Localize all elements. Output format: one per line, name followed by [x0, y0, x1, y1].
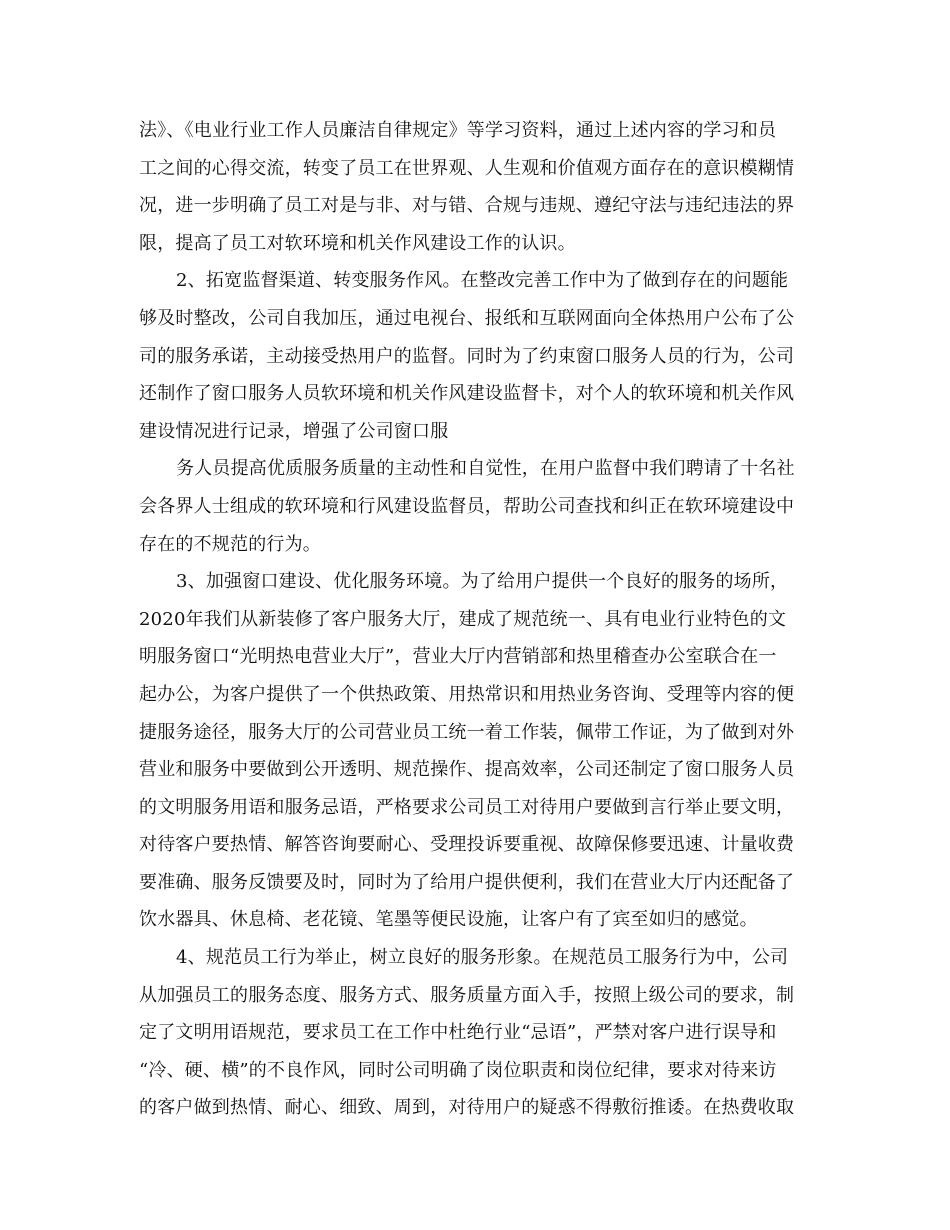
text-line: 的客户做到热情、耐心、细致、周到，对待用户的疑惑不得敷衍推诿。在热费收取 — [139, 1097, 795, 1119]
text-line: 的文明服务用语和服务忌语，严格要求公司员工对待用户要做到言行举止要文明， — [139, 796, 795, 818]
text-line: 还制作了窗口服务人员软环境和机关作风建设监督卡，对个人的软环境和机关作风 — [139, 383, 795, 405]
text-line: 营业和服务中要做到公开透明、规范操作、提高效率，公司还制定了窗口服务人员 — [139, 759, 795, 781]
text-line: “冷、硬、横”的不良作风，同时公司明确了岗位职责和岗位纪律，要求对待来访 — [139, 1059, 777, 1081]
text-line: 司的服务承诺，主动接受热用户的监督。同时为了约束窗口服务人员的行为，公司 — [139, 345, 795, 367]
text-line: 3、加强窗口建设、优化服务环境。为了给用户提供一个良好的服务的场所， — [176, 571, 789, 593]
text-line: 2020年我们从新装修了客户服务大厅，建成了规范统一、具有电业行业特色的文 — [139, 608, 787, 630]
text-line: 务人员提高优质服务质量的主动性和自觉性，在用户监督中我们聘请了十名社 — [176, 458, 795, 480]
text-line: 2、拓宽监督渠道、转变服务作风。在整改完善工作中为了做到存在的问题能 — [176, 270, 789, 292]
text-line: 限，提高了员工对软环境和机关作风建设工作的认识。 — [139, 232, 576, 254]
text-line: 会各界人士组成的软环境和行风建设监督员，帮助公司查找和纠正在软环境建设中 — [139, 495, 795, 517]
text-line: 定了文明用语规范，要求员工在工作中杜绝行业“忌语”，严禁对客户进行误导和 — [139, 1022, 777, 1044]
text-line: 法》、《电业行业工作人员廉洁自律规定》等学习资料，通过上述内容的学习和员 — [139, 120, 777, 141]
text-line: 况，进一步明确了员工对是与非、对与错、合规与违规、遵纪守法与违纪违法的界 — [139, 195, 795, 217]
text-line: 够及时整改，公司自我加压，通过电视台、报纸和互联网面向全体热用户公布了公 — [139, 307, 795, 329]
body-text — [139, 112, 829, 1127]
text-line: 起办公，为客户提供了一个供热政策、用热常识和用热业务咨询、受理等内容的便 — [139, 683, 795, 705]
text-line: 从加强员工的服务态度、服务方式、服务质量方面入手，按照上级公司的要求，制 — [139, 984, 795, 1006]
text-line: 饮水器具、休息椅、老花镜、笔墨等便民设施，让客户有了宾至如归的感觉。 — [139, 909, 758, 931]
text-line: 4、规范员工行为举止，树立良好的服务形象。在规范员工服务行为中，公司 — [176, 947, 789, 969]
text-line: 工之间的心得交流，转变了员工在世界观、人生观和价值观方面存在的意识模糊情 — [139, 157, 795, 179]
text-line: 要准确、服务反馈要及时，同时为了给用户提供便利，我们在营业大厅内还配备了 — [139, 871, 795, 893]
text-line: 对待客户要热情、解答咨询要耐心、受理投诉要重视、故障保修要迅速、计量收费 — [139, 834, 795, 856]
text-line: 明服务窗口“光明热电营业大厅”，营业大厅内营销部和热里稽查办公室联合在一 — [139, 646, 777, 668]
text-line: 捷服务途径，服务大厅的公司营业员工统一着工作装，佩带工作证，为了做到对外 — [139, 721, 795, 743]
text-line: 存在的不规范的行为。 — [139, 533, 321, 555]
text-line: 建设情况进行记录，增强了公司窗口服 — [139, 420, 449, 442]
